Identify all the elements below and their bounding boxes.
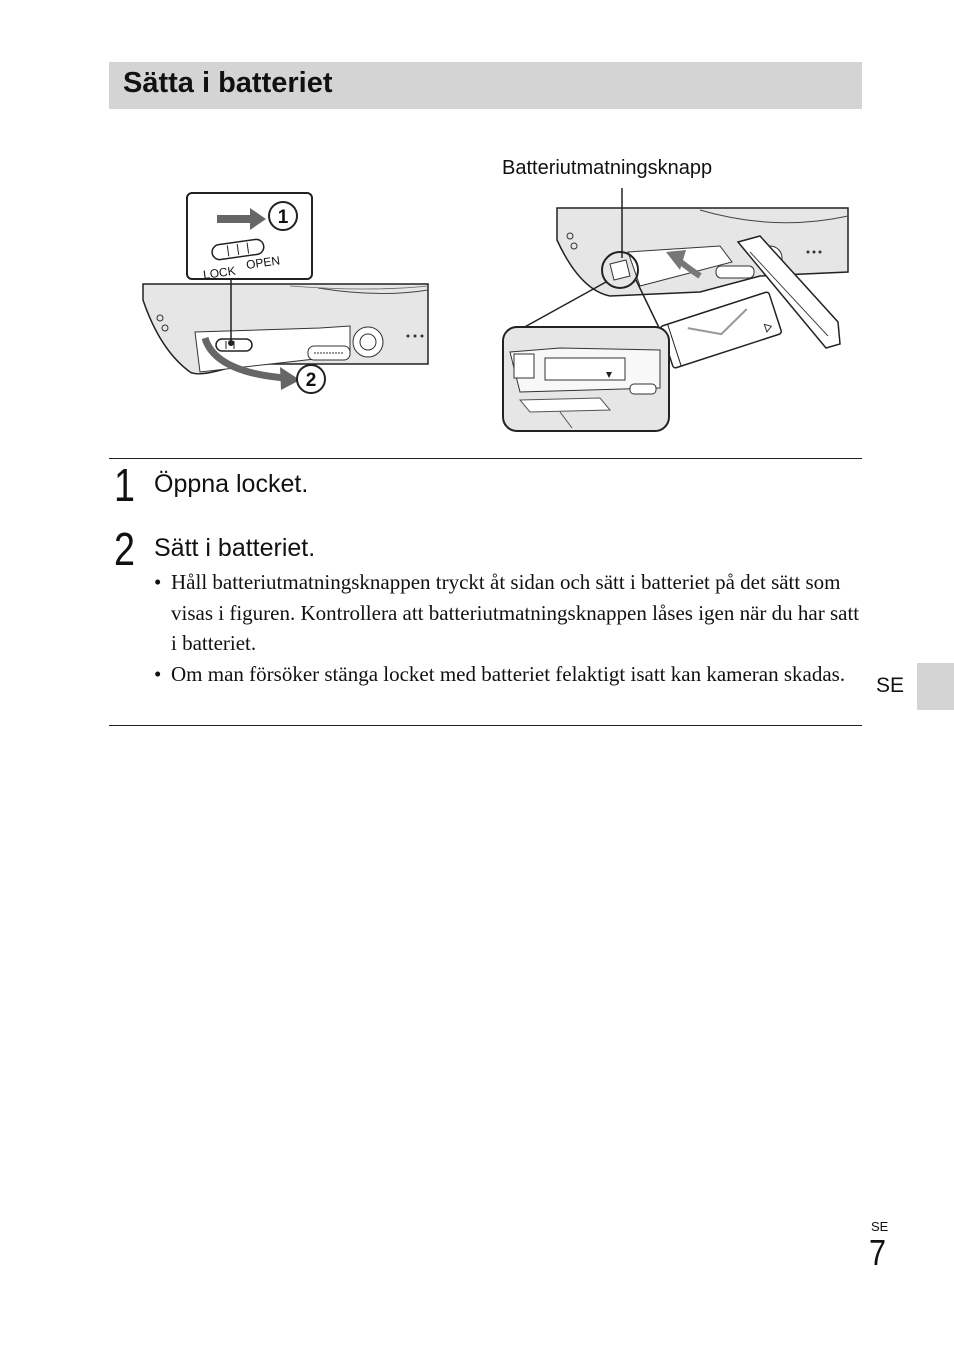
footer-language: SE bbox=[871, 1219, 889, 1234]
language-tab-label: SE bbox=[876, 674, 905, 697]
steps-bottom-rule bbox=[109, 725, 862, 726]
bullet-text: Om man försöker stänga locket med batteriet felaktigt isatt kan kameran skadas. bbox=[171, 661, 846, 686]
bullet-marker: • bbox=[154, 661, 162, 686]
open-label: OPEN bbox=[245, 253, 281, 272]
instruction-list bbox=[154, 567, 866, 689]
list-item bbox=[154, 659, 866, 690]
page-number: 7 bbox=[869, 1232, 887, 1273]
battery-eject-button-label: Batteriutmatningsknapp bbox=[502, 157, 713, 179]
detail-inset bbox=[503, 327, 669, 431]
steps-top-rule bbox=[109, 458, 862, 459]
bullet-marker: • bbox=[154, 570, 162, 594]
step-number-1: 1 bbox=[114, 459, 135, 511]
lock-label: LOCK bbox=[202, 263, 237, 283]
step-title-1: Öppna locket. bbox=[154, 470, 309, 498]
step-title-2: Sätt i batteriet. bbox=[154, 534, 316, 562]
lock-switch-inset bbox=[187, 193, 312, 282]
bullet-text: Håll batteriutmatningsknappen tryckt åt sidan och sätt i batteriet på det sätt som visas i figuren. Kontrollera att batteriutmatningsknappen låses igen när du har satt i batteriet. bbox=[171, 570, 860, 655]
list-item bbox=[154, 567, 866, 659]
camera-left-illustration bbox=[143, 280, 428, 393]
language-tab bbox=[917, 663, 954, 710]
page-title: Sätta i batteriet bbox=[123, 67, 333, 99]
battery-insertion-illustration bbox=[0, 0, 954, 450]
step-marker-1: 1 bbox=[277, 207, 289, 228]
step-number-2: 2 bbox=[114, 523, 135, 575]
step-marker-2: 2 bbox=[305, 370, 317, 391]
